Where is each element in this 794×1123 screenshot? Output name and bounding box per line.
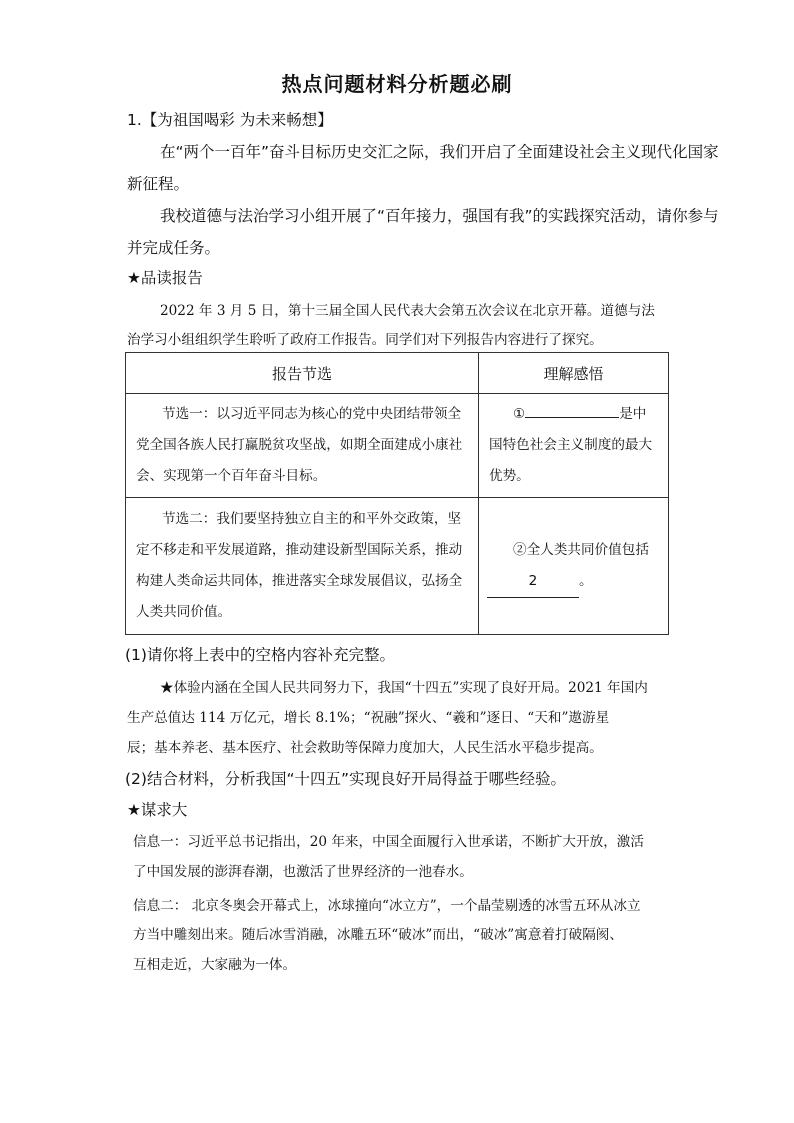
report-intro-line: 2022 年 3 月 5 日，第十三届全国人民代表大会第五次会议在北京开幕。道德与法 — [160, 303, 655, 319]
question-heading: 1.【为祖国喝彩 为未来畅想】 — [127, 111, 333, 129]
excerpt-cell — [126, 394, 479, 498]
info-2-line: 信息二： 北京冬奥会开幕式上，冰球撞向“冰立方”，一个晶莹剔透的冰雪五环从冰立 — [133, 898, 641, 914]
table-header-excerpt: 报告节选 — [126, 353, 479, 394]
excerpt-line: 节选二：我们要坚持独立自主的和平外交政策，坚 — [162, 511, 462, 527]
excerpt-line: 人类共同价值。 — [136, 604, 232, 620]
excerpt-line: 节选一：以习近平同志为核心的党中央团结带领全 — [162, 406, 462, 422]
section-label-opening: ★谋求大 — [127, 801, 188, 819]
experience-line: ★体验内涵在全国人民共同努力下，我国“十四五”实现了良好开局。2021 年国内 — [160, 680, 648, 696]
answer-blank[interactable] — [525, 417, 619, 418]
excerpt-line: 会、实现第一个百年奋斗目标。 — [136, 468, 327, 484]
insight-line: 优势。 — [489, 468, 530, 484]
info-2-line: 方当中雕刻出来。随后冰雪消融，冰雕五环“破冰”而出，“破冰”寓意着打破隔阂、 — [133, 927, 623, 943]
info-1-line: 了中国发展的澎湃春潮，也激活了世界经济的一池春水。 — [133, 864, 473, 880]
circled-number: ① — [513, 406, 526, 422]
report-table — [125, 352, 669, 635]
excerpt-line: 构建人类命运共同体，推进落实全球发展倡议，弘扬全 — [136, 573, 463, 589]
intro-line: 在“两个一百年”奋斗目标历史交汇之际，我们开启了全面建设社会主义现代化国家 — [160, 143, 719, 161]
insight-cell — [479, 498, 669, 635]
intro-line: 新征程。 — [127, 175, 190, 193]
insight-cell — [479, 394, 669, 498]
insight-line: ②全人类共同价值包括 — [513, 541, 649, 558]
excerpt-line: 党全国各族人民打赢脱贫攻坚战，如期全面建成小康社 — [136, 437, 463, 453]
insight-suffix: 是中 — [619, 406, 647, 422]
table-header-row — [126, 353, 669, 394]
intro-line: 并完成任务。 — [127, 239, 221, 257]
table-header-insight: 理解感悟 — [479, 353, 669, 394]
info-1-line: 信息一：习近平总书记指出，20 年来，中国全面履行入世承诺，不断扩大开放，激活 — [133, 834, 644, 850]
report-intro-line: 治学习小组组织学生聆听了政府工作报告。同学们对下列报告内容进行了探究。 — [127, 332, 603, 348]
section-label-report: ★品读报告 — [127, 269, 203, 287]
question-2: (2)结合材料，分析我国“十四五”实现良好开局得益于哪些经验。 — [125, 770, 567, 788]
table-row — [126, 498, 669, 635]
excerpt-line: 定不移走和平发展道路，推动建设新型国际关系，推动 — [136, 542, 463, 558]
experience-line: 辰；基本养老、基本医疗、社会救助等保障力度加大，人民生活水平稳步提高。 — [127, 740, 603, 756]
excerpt-cell — [126, 498, 479, 635]
answer-blank-filled[interactable]: 2 — [487, 566, 579, 598]
table-row — [126, 394, 669, 498]
insight-line: 国特色社会主义制度的最大 — [489, 437, 653, 453]
insight-end: 。 — [579, 572, 593, 589]
experience-line: 生产总值达 114 万亿元，增长 8.1%；“祝融”探火、“羲和”逐日、“天和”遨游星 — [127, 710, 610, 726]
question-1: (1)请你将上表中的空格内容补充完整。 — [125, 646, 395, 664]
intro-line: 我校道德与法治学习小组开展了“百年接力，强国有我”的实践探究活动，请你参与 — [160, 207, 719, 225]
page-title: 热点问题材料分析题必刷 — [281, 72, 513, 96]
info-2-line: 互相走近，大家融为一体。 — [133, 957, 297, 973]
